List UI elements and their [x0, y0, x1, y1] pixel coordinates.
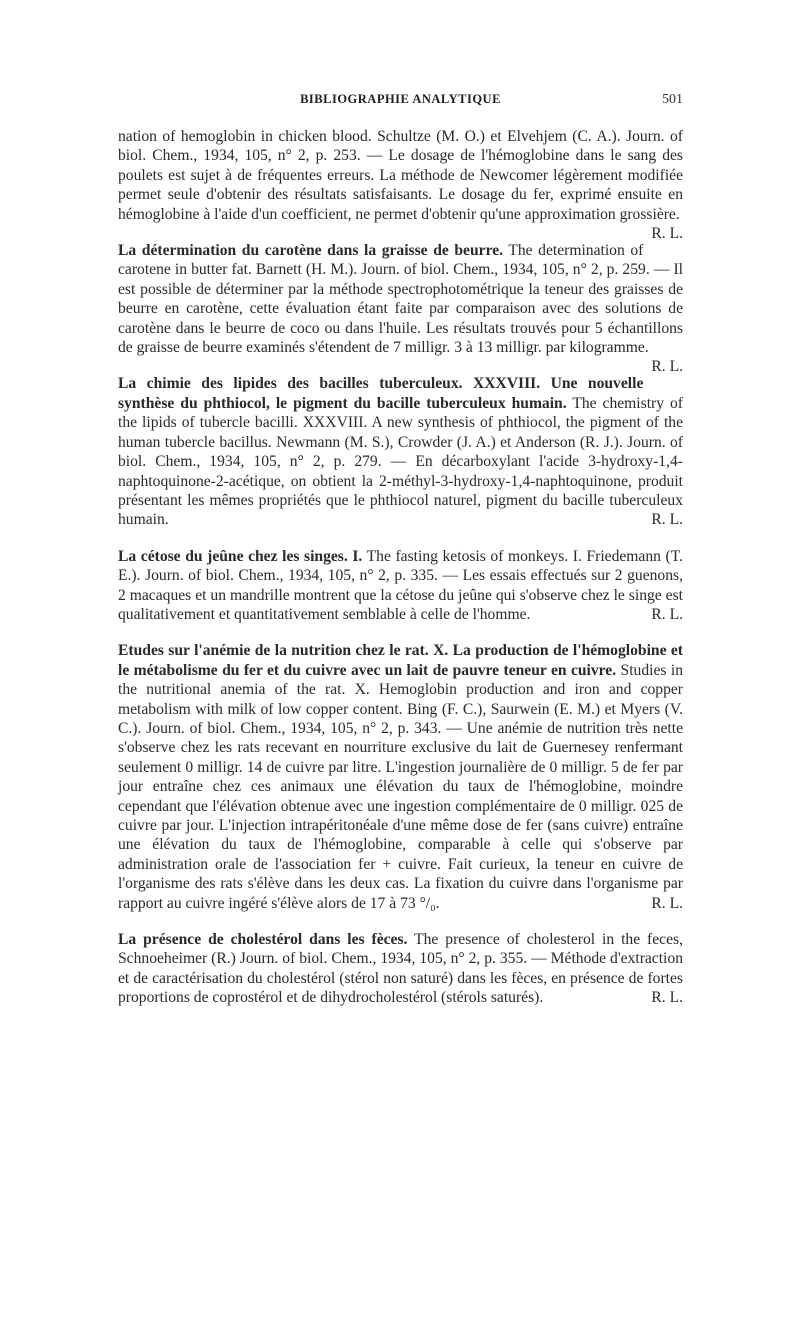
abstract-paragraph: [118, 930, 683, 1008]
abstract-signature: R. L.: [651, 605, 683, 623]
abstract-paragraph: [118, 127, 683, 243]
abstract-heading: La présence de cholestérol dans les fèces.: [118, 931, 408, 949]
header-title: BIBLIOGRAPHIE ANALYTIQUE: [300, 92, 501, 106]
article-body: [118, 127, 683, 1008]
abstract-paragraph: [118, 641, 683, 913]
abstract-paragraph: [118, 547, 683, 625]
abstract-signature: R. L.: [651, 511, 683, 529]
abstract-heading: La détermination du carotène dans la graisse de beurre.: [118, 242, 504, 260]
abstract-paragraph: [118, 374, 683, 529]
abstract-text: Studies in the nutritional anemia of the rat. X. Hemoglobin production and iron and copper metabolism with milk of low copper content. Bing (F. C.), Saurwein (E. M.) et Myers (V. C.). Journ. of biol. Chem., 1934, 105, n° 2, p. 343. — Une anémie de nutrition très nette s'observe chez les rats recevant en nourriture exclusive du lait de Guernesey renfermant seulement 0 milligr. 14 de cuivre par litre. L'ingestion journalière de 0 milligr. 5 de fer par jour entraîne chez ces animaux une élévation du taux de l'hémoglobine, moindre cependant que l'élévation obtenue avec une ingestion complémentaire de 0 milligr. 025 de cuivre par jour. L'injection intrapéritonéale d'une même dose de fer (sans cuivre) entraîne une élévation du taux de l'hémoglobine, comparable à celle qui s'observe par administration orale de l'association fer + cuivre. Fait curieux, la teneur en cuivre de l'organisme des rats s'élève dans les deux cas. La fixation du cuivre dans l'organisme par rapport au cuivre ingéré s'élève alors de 17 à 73 °/₀.: [118, 661, 683, 912]
abstract-heading: Etudes sur l'anémie de la nutrition chez le rat. X. La production de l'hémoglobine et le métabolisme du fer et du cuivre avec un lait de pauvre teneur en cuivre.: [118, 642, 683, 679]
abstract-paragraph: [118, 241, 683, 376]
running-header: [118, 92, 683, 114]
abstract-heading: La cétose du jeûne chez les singes. I.: [118, 547, 363, 565]
abstract-text: The presence of cholesterol in the feces, Schnoeheimer (R.) Journ. of biol. Chem., 1934, 105, n° 2, p. 355. — Méthode d'extraction et de caractérisation du cholestérol (stérol non saturé) dans les fèces, en présence de fortes proportions de coprostérol et de dihydrocholestérol (stérols saturés).: [118, 931, 683, 1007]
abstract-signature: R. L.: [651, 225, 683, 243]
abstract-heading: La chimie des lipides des bacilles tuberculeux. XXXVIII. Une nouvelle synthèse du phthiocol, le pigment du bacille tuberculeux humain.: [118, 375, 644, 412]
abstract-text: nation of hemoglobin in chicken blood. Schultze (M. O.) et Elvehjem (C. A.). Journ. of biol. Chem., 1934, 105, n° 2, p. 253. — Le dosage de l'hémoglobine dans le sang des poulets est sujet à de fréquentes erreurs. La méthode de Newcomer légèrement modifiée permet seule d'obtenir des résultats satisfaisants. Le dosage du fer, exprimé ensuite en hémoglobine à l'aide d'un coefficient, ne permet d'obtenir qu'une approximation grossière.: [118, 128, 683, 223]
abstract-text: The determination of carotene in butter fat. Barnett (H. M.). Journ. of biol. Chem., 1934, 105, n° 2, p. 259. — Il est possible de déterminer par la méthode spectrophotométrique la teneur des graisses de beurre en carotène, cette évaluation étant faite par comparaison avec des solutions de carotène dans le beurre de coco ou dans l'huile. Les résultats trouvés pour 5 échantillons de graisse de beurre examinés s'étendent de 7 milligr. 3 à 13 milligr. par kilogramme.: [118, 242, 683, 357]
abstract-signature: R. L.: [651, 358, 683, 376]
abstract-signature: R. L.: [651, 894, 683, 912]
abstract-text: The chemistry of the lipids of tubercle bacilli. XXXVIII. A new synthesis of phthiocol, the pigment of the human tubercle bacillus. Newmann (M. S.), Crowder (J. A.) et Anderson (R. J.). Journ. of biol. Chem., 1934, 105, n° 2, p. 279. — En décarboxylant l'acide 3-hydroxy-1,4-naphtoquinone-2-acétique, on obtient la 2-méthyl-3-hydroxy-1,4-naphtoquinone, produit présentant les mêmes propriétés que le phthiocol naturel, pigment du bacille tuberculeux humain.: [118, 394, 683, 529]
abstract-text: The fasting ketosis of monkeys. I. Friedemann (T. E.). Journ. of biol. Chem., 1934, 105, n° 2, p. 335. — Les essais effectués sur 2 guenons, 2 macaques et un mandrille montrent que la cétose du jeûne qui s'observe chez le singe est qualitativement et quantitativement semblable à celle de l'homme.: [118, 547, 683, 623]
abstract-signature: R. L.: [651, 989, 683, 1007]
page-number: 501: [662, 92, 683, 107]
